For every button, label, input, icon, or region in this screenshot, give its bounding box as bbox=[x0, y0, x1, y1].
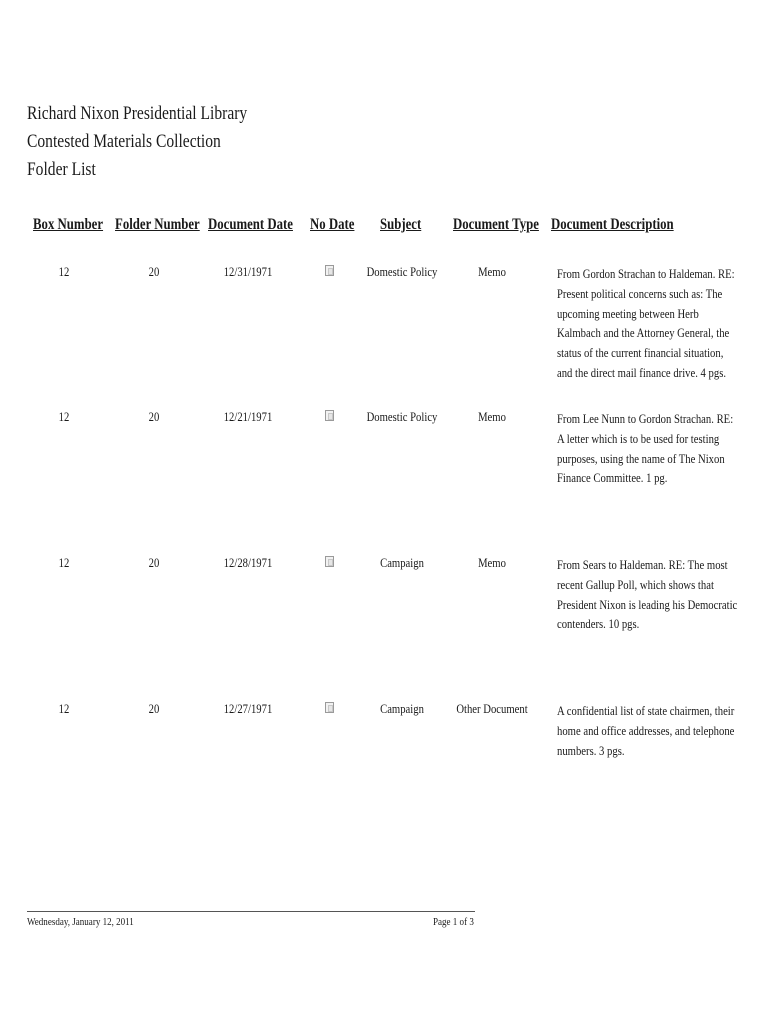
folder-number-cell: 20 bbox=[148, 264, 160, 279]
document-type-cell: Memo bbox=[478, 409, 506, 424]
document-type-cell: Memo bbox=[478, 555, 506, 570]
header-box-number: Box Number bbox=[33, 216, 104, 233]
footer-date: Wednesday, January 12, 2011 bbox=[27, 916, 134, 928]
folder-number-cell: 20 bbox=[148, 555, 160, 570]
document-type-cell: Other Document bbox=[456, 701, 528, 716]
header-no-date: No Date bbox=[310, 216, 355, 233]
box-number-cell: 12 bbox=[58, 409, 70, 424]
document-type-cell: Memo bbox=[478, 264, 506, 279]
subject-cell: Campaign bbox=[380, 701, 424, 716]
box-number-cell: 12 bbox=[58, 701, 70, 716]
subject-cell: Domestic Policy bbox=[366, 409, 438, 424]
library-name: Richard Nixon Presidential Library bbox=[27, 103, 248, 124]
table-row bbox=[0, 555, 770, 695]
folder-number-cell: 20 bbox=[148, 701, 160, 716]
table-row bbox=[0, 409, 770, 549]
no-date-checkbox[interactable] bbox=[325, 410, 334, 421]
footer-divider bbox=[27, 911, 475, 912]
document-description-cell: From Lee Nunn to Gordon Strachan. RE: A letter which is to be used for testing purposes, using the name of The Nixon Finance Committee. 1 pg. bbox=[557, 411, 734, 486]
no-date-checkbox[interactable] bbox=[325, 556, 334, 567]
header-document-type: Document Type bbox=[453, 216, 539, 233]
folder-number-cell: 20 bbox=[148, 409, 160, 424]
box-number-cell: 12 bbox=[58, 555, 70, 570]
table-row bbox=[0, 701, 770, 841]
document-description-cell: From Gordon Strachan to Haldeman. RE: Present political concerns such as: The upcoming meeting between Herb Kalmbach and the Attorney General, the status of the current financial situation, and the direct mail finance drive. 4 pgs. bbox=[557, 266, 735, 380]
header-folder-number: Folder Number bbox=[115, 216, 200, 233]
page-number: Page 1 of 3 bbox=[433, 916, 474, 928]
document-date-cell: 12/31/1971 bbox=[223, 264, 273, 279]
subject-cell: Domestic Policy bbox=[366, 264, 438, 279]
document-date-cell: 12/21/1971 bbox=[223, 409, 273, 424]
no-date-checkbox[interactable] bbox=[325, 265, 334, 276]
document-description-cell: From Sears to Haldeman. RE: The most recent Gallup Poll, which shows that President Nixon is leading his Democratic contenders. 10 pgs. bbox=[557, 557, 738, 632]
header-subject: Subject bbox=[380, 216, 422, 233]
header-document-date: Document Date bbox=[208, 216, 293, 233]
document-date-cell: 12/27/1971 bbox=[223, 701, 273, 716]
subject-cell: Campaign bbox=[380, 555, 424, 570]
no-date-checkbox[interactable] bbox=[325, 702, 334, 713]
document-description-cell: A confidential list of state chairmen, their home and office addresses, and telephone numbers. 3 pgs. bbox=[557, 703, 735, 758]
report-title-block bbox=[27, 100, 296, 184]
header-document-description: Document Description bbox=[551, 216, 674, 233]
document-date-cell: 12/28/1971 bbox=[223, 555, 273, 570]
table-row bbox=[0, 264, 770, 404]
report-name: Folder List bbox=[27, 159, 96, 180]
collection-name: Contested Materials Collection bbox=[27, 131, 221, 152]
box-number-cell: 12 bbox=[58, 264, 70, 279]
